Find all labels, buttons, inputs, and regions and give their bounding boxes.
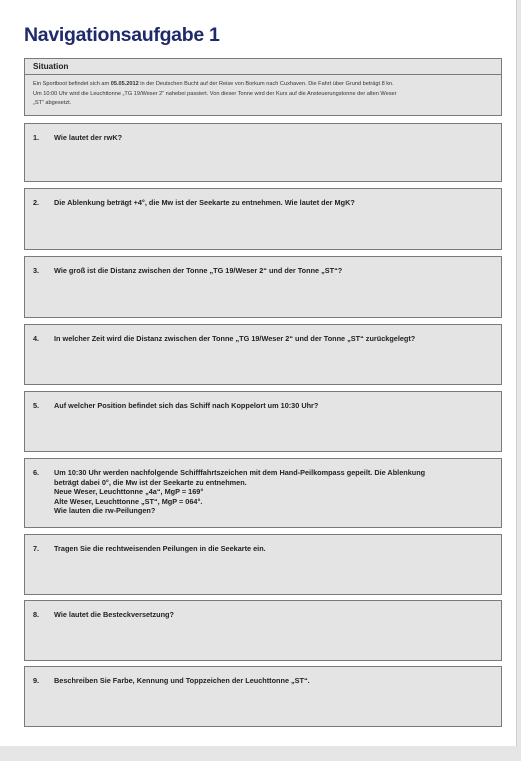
question-box-3[interactable]: [24, 256, 502, 318]
situation-heading: Situation: [25, 59, 501, 75]
question-number: 8.: [33, 610, 40, 619]
question-number: 9.: [33, 676, 40, 685]
question-text: In welcher Zeit wird die Distanz zwischen der Tonne „TG 19/Weser 2“ und der Tonne „ST“ zurückgelegt?: [54, 334, 416, 343]
question-line: beträgt dabei 0°, die Mw ist der Seekarte zu entnehmen.: [54, 477, 247, 487]
question-box-1[interactable]: [24, 123, 502, 182]
question-number: 3.: [33, 266, 40, 275]
question-text: Beschreiben Sie Farbe, Kennung und Toppzeichen der Leuchttonne „ST“.: [54, 676, 310, 685]
question-text: Wie lautet der rwK?: [54, 133, 123, 142]
question-box-5[interactable]: [24, 391, 502, 452]
question-line: Neue Weser, Leuchttonne „4a“, MgP = 169°: [54, 487, 204, 497]
question-text: Wie groß ist die Distanz zwischen der Tonne „TG 19/Weser 2“ und der Tonne „ST“?: [54, 266, 343, 275]
question-text: Die Ablenkung beträgt +4°, die Mw ist der Seekarte zu entnehmen. Wie lautet der MgK?: [54, 198, 355, 207]
question-number: 7.: [33, 544, 40, 553]
question-text: Tragen Sie die rechtweisenden Peilungen in die Seekarte ein.: [54, 544, 266, 553]
question-number: 1.: [33, 133, 40, 142]
situation-line-1: [33, 80, 495, 90]
question-line: Alte Weser, Leuchttonne „ST“, MgP = 064°.: [54, 496, 203, 506]
question-box-4[interactable]: [24, 324, 502, 385]
question-box-2[interactable]: [24, 188, 502, 250]
situation-text: [25, 75, 501, 109]
question-number: 5.: [33, 401, 40, 410]
situation-line-1-pre: Ein Sportboot befindet sich am: [33, 81, 111, 87]
situation-line-1-post: in der Deutschen Bucht auf der Reise von Borkum nach Cuxhaven. Die Fahrt über Grund beträgt 8 kn.: [138, 81, 394, 87]
situation-box: [24, 58, 502, 116]
question-text: Wie lautet die Besteckversetzung?: [54, 610, 174, 619]
situation-line-3: „ST“ abgesetzt.: [33, 100, 72, 106]
question-text: Auf welcher Position befindet sich das Schiff nach Koppelort um 10:30 Uhr?: [54, 401, 319, 410]
question-line: Wie lauten die rw-Peilungen?: [54, 506, 156, 516]
question-box-6[interactable]: [24, 458, 502, 528]
situation-date: 05.05.2012: [110, 81, 139, 87]
situation-line-2: Um 10:00 Uhr wird die Leuchttonne „TG 19/Weser 2“ nahebei passiert. Von dieser Tonne wird der Kurs auf die Ansteuerungstonne der alten Weser: [33, 90, 397, 97]
question-number: 4.: [33, 334, 40, 343]
question-box-9[interactable]: [24, 666, 502, 727]
question-box-8[interactable]: [24, 600, 502, 661]
question-number: 6.: [33, 468, 40, 477]
question-number: 2.: [33, 198, 40, 207]
page-title: Navigationsaufgabe 1: [24, 24, 220, 46]
question-text: [54, 468, 493, 516]
question-line: Um 10:30 Uhr werden nachfolgende Schifffahrtszeichen mit dem Hand-Peilkompass gepeilt. Die Ablenkung: [54, 468, 426, 477]
question-box-7[interactable]: [24, 534, 502, 595]
